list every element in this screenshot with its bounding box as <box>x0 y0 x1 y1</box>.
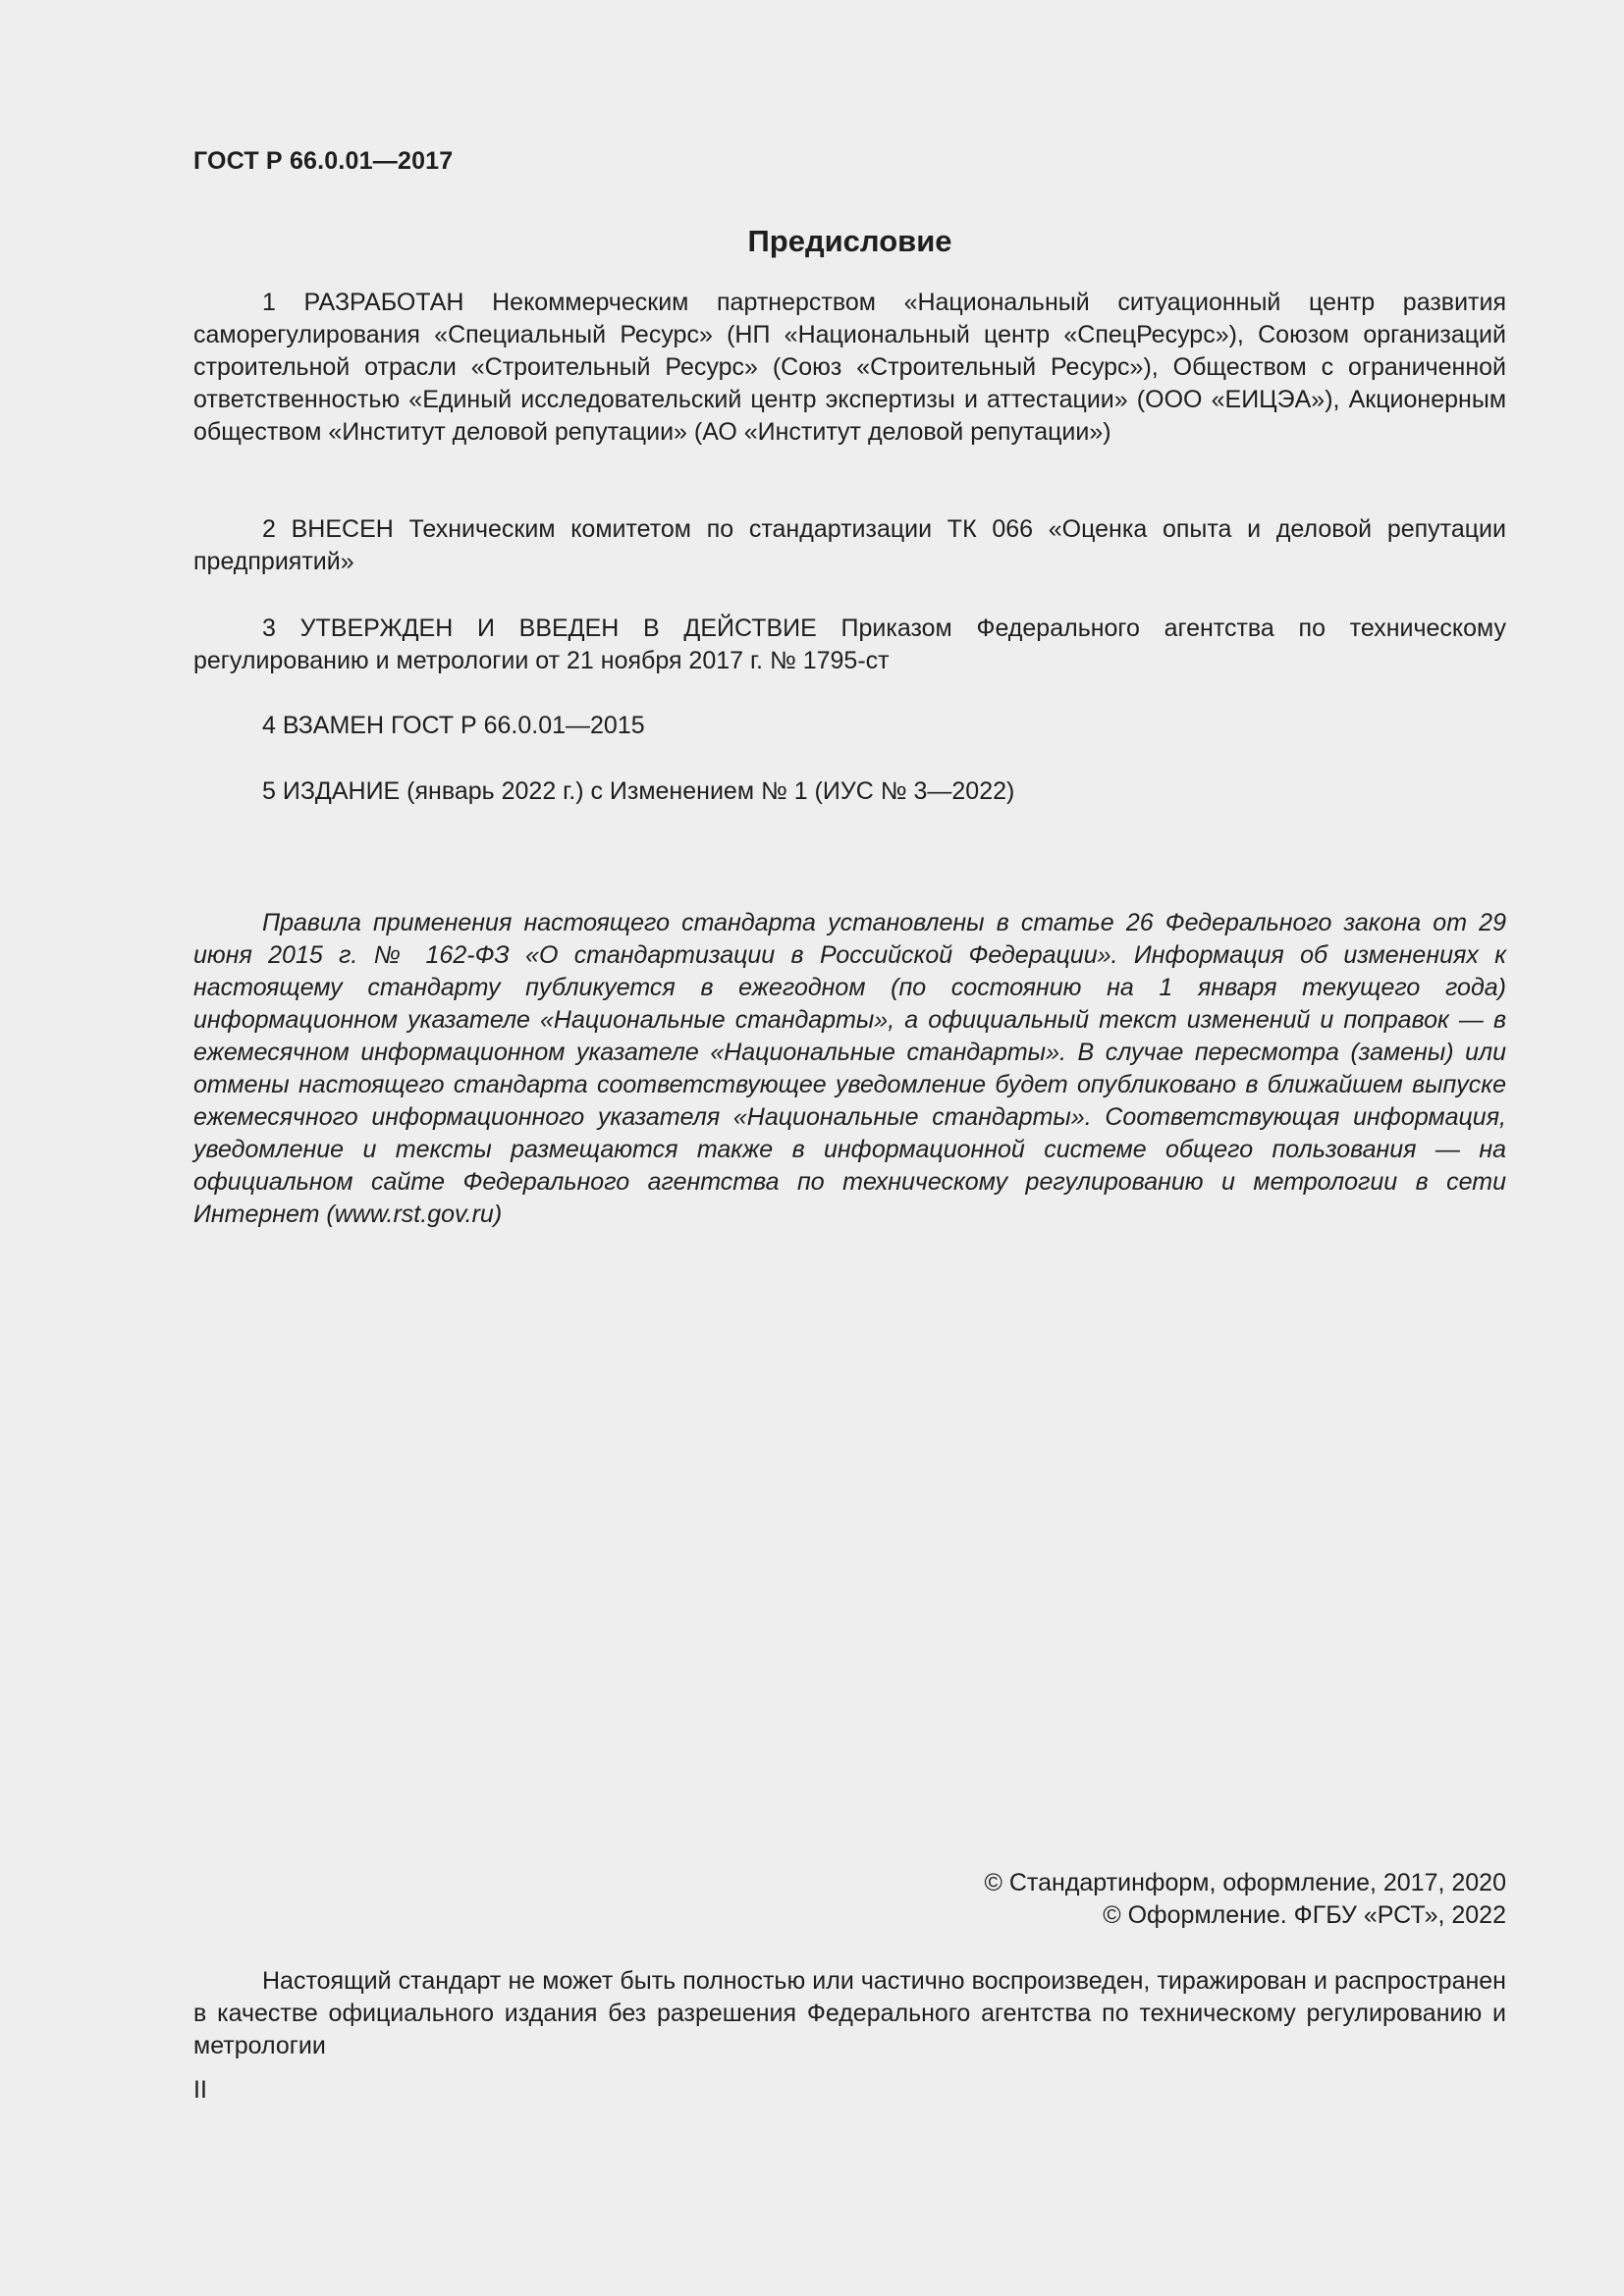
reproduction-notice: Настоящий стандарт не может быть полностью или частично воспроизведен, тиражирован и распространен в качестве официального издания без разрешения Федерального агентства по техническому регулированию и метрологии <box>193 1967 1506 2059</box>
standard-code-header: ГОСТ Р 66.0.01—2017 <box>193 147 454 175</box>
copyright-line: © Стандартинформ, оформление, 2017, 2020 <box>984 1869 1506 1896</box>
paragraph-introduced-by: 2 ВНЕСЕН Техническим комитетом по стандартизации ТК 066 «Оценка опыта и деловой репутации предприятий» <box>193 515 1506 575</box>
paragraph-approved: 3 УТВЕРЖДЕН И ВВЕДЕН В ДЕЙСТВИЕ Приказом Федерального агентства по техническому регулированию и метрологии от 21 ноября 2017 г. № 1795-ст <box>193 614 1506 674</box>
application-rules-note: Правила применения настоящего стандарта установлены в статье 26 Федерального закона от 29 июня 2015 г. № 162-ФЗ «О стандартизации в Российской Федерации». Информация об изменениях к настоящему стандарту публикуется в ежегодном (по состоянию на 1 января текущего года) информационном указателе «Национальные стандарты», а официальный текст изменений и поправок — в ежемесячном информационном указателе «Национальные стандарты». В случае пересмотра (замены) или отмены настоящего стандарта соответствующее уведомление будет опубликовано в ближайшем выпуске ежемесячного информационного указателя «Национальные стандарты». Соответствующая информация, уведомление и тексты размещаются также в информационной системе общего пользования — на официальном сайте Федерального агентства по техническому регулированию и метрологии в сети Интернет (www.rst.gov.ru) <box>193 909 1506 1228</box>
paragraph-replaces: 4 ВЗАМЕН ГОСТ Р 66.0.01—2015 <box>262 712 645 739</box>
page-title: Предисловие <box>747 224 952 258</box>
page-number: II <box>193 2076 207 2104</box>
paragraph-edition: 5 ИЗДАНИЕ (январь 2022 г.) с Изменением № 1 (ИУС № 3—2022) <box>262 777 1015 805</box>
copyright-line: © Оформление. ФГБУ «РСТ», 2022 <box>1103 1901 1506 1929</box>
paragraph-developed-by: 1 РАЗРАБОТАН Некоммерческим партнерством «Национальный ситуационный центр развития саморегулирования «Специальный Ресурс» (НП «Национальный центр «СпецРесурс»), Союзом организаций строительной отрасли «Строительный Ресурс» (Союз «Строительный Ресурс»), Обществом с ограниченной ответственностью «Единый исследовательский центр экспертизы и аттестации» (ООО «ЕИЦЭА»), Акционерным обществом «Институт деловой репутации» (АО «Институт деловой репутации») <box>193 289 1506 446</box>
